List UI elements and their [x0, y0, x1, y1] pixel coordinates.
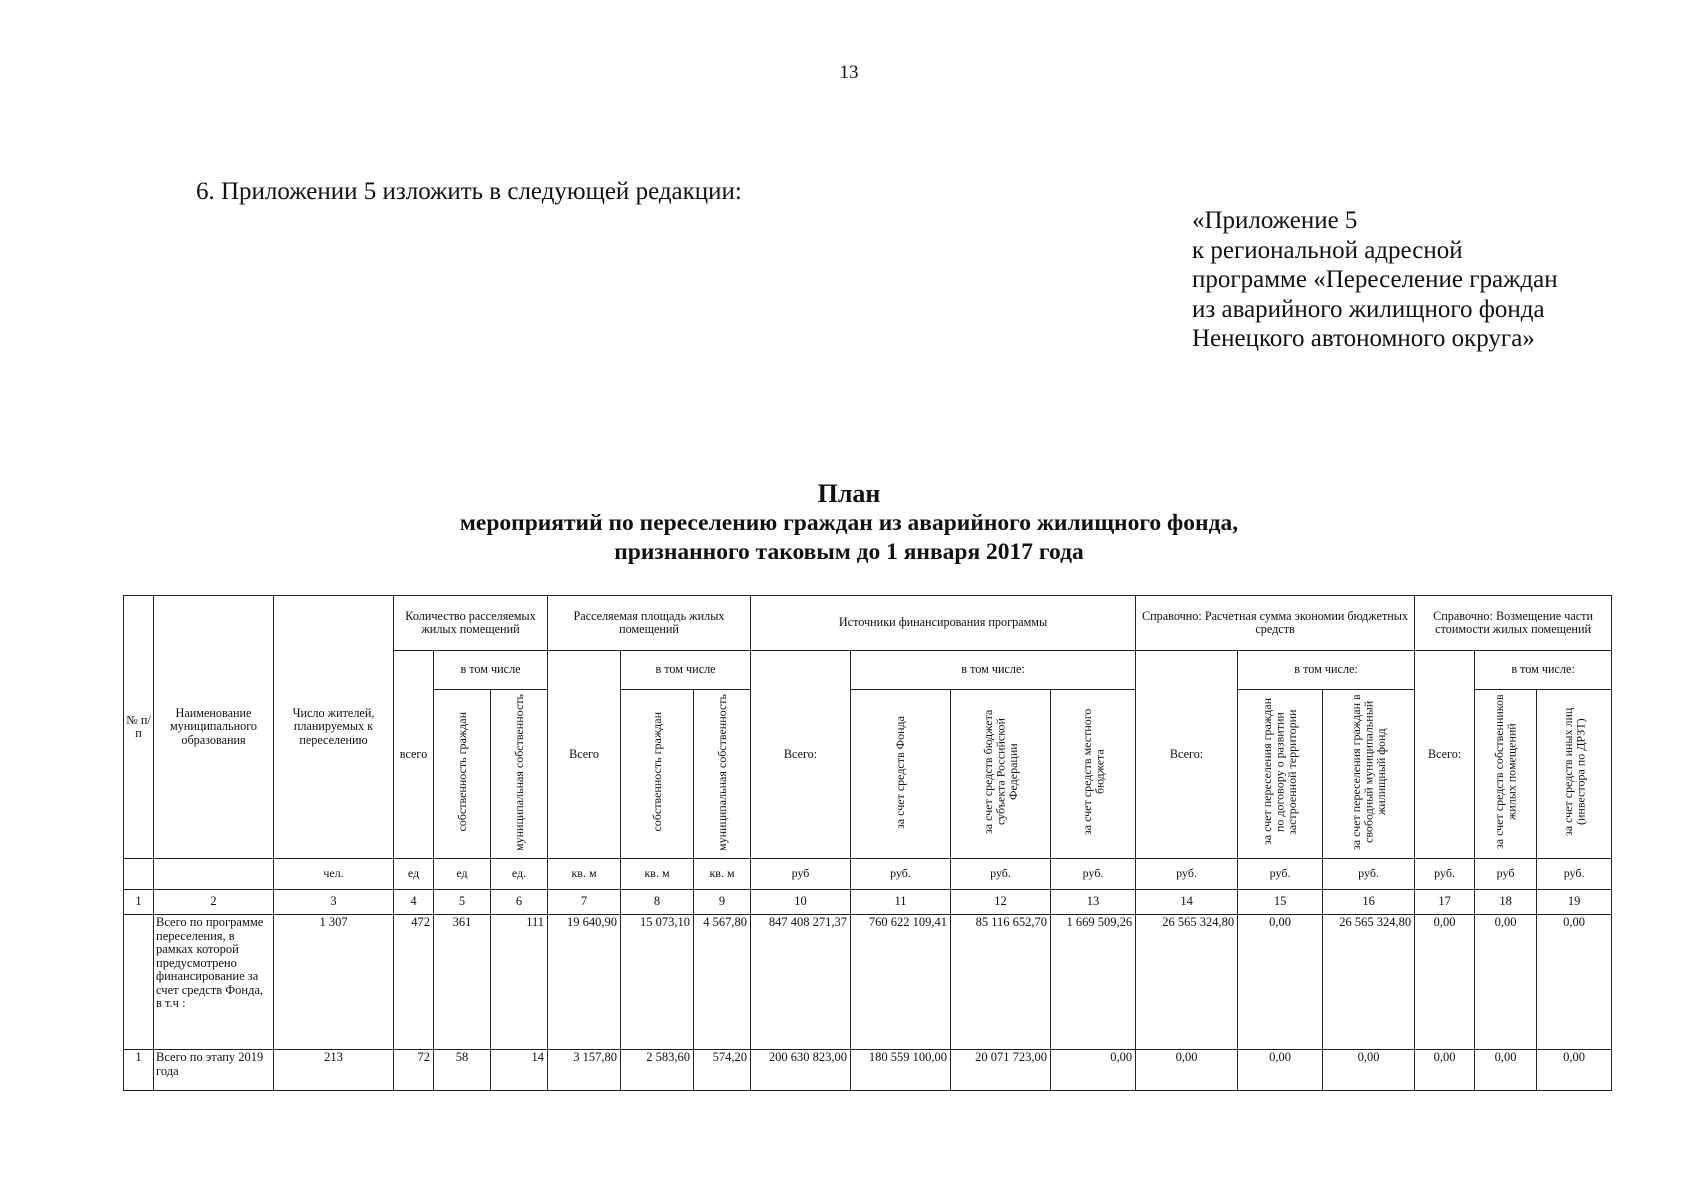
value-comp-total: 0,00	[1415, 1050, 1475, 1091]
subgroup-header: в том числе:	[1238, 651, 1415, 690]
table-row	[124, 1050, 1612, 1091]
intro-text: 6. Приложении 5 изложить в следующей редакции:	[196, 178, 742, 205]
row-number: 1	[124, 1050, 154, 1091]
col-header-count-municipal	[491, 690, 548, 859]
appendix-line: программе «Переселение граждан	[1192, 266, 1558, 293]
vertical-label: муниципальная собственность	[511, 693, 526, 851]
col-header-name: Наименование муниципального образования	[154, 596, 274, 859]
value-residents: 213	[274, 1050, 394, 1091]
col-header-comp-owners	[1475, 690, 1537, 859]
column-number: 11	[851, 890, 951, 915]
group-header-count: Количество расселяемых жилых помещений	[394, 596, 548, 651]
value-area-municipal: 4 567,80	[694, 915, 751, 1050]
vertical-label: за счет средств Фонда	[893, 715, 908, 829]
value-comp-owners: 0,00	[1475, 915, 1537, 1050]
value-count-citizens: 361	[434, 915, 491, 1050]
column-number: 4	[394, 890, 434, 915]
column-number: 9	[694, 890, 751, 915]
table-row	[124, 915, 1612, 1050]
title-line: План	[817, 479, 881, 508]
units-cell: руб.	[851, 859, 951, 890]
col-header-n: № п/п	[124, 596, 154, 859]
plan-table	[123, 595, 1612, 1091]
col-header-count-citizens	[434, 690, 491, 859]
value-eco-dev: 0,00	[1238, 915, 1323, 1050]
col-header-count-total: всего	[394, 651, 434, 859]
units-cell: кв. м	[621, 859, 694, 890]
units-cell: руб.	[951, 859, 1051, 890]
col-header-eco-free	[1323, 690, 1415, 859]
value-area-citizens: 15 073,10	[621, 915, 694, 1050]
value-comp-other: 0,00	[1537, 915, 1612, 1050]
row-number	[124, 915, 154, 1050]
col-header-src-total: Всего:	[751, 651, 851, 859]
column-numbers-row	[124, 890, 1612, 915]
row-name: Всего по этапу 2019 года	[154, 1050, 274, 1091]
group-header-area: Расселяемая площадь жилых помещений	[548, 596, 751, 651]
value-area-citizens: 2 583,60	[621, 1050, 694, 1091]
value-src-fund: 180 559 100,00	[851, 1050, 951, 1091]
vertical-label: собственность граждан	[649, 712, 664, 832]
column-number: 14	[1136, 890, 1238, 915]
title-line: мероприятий по переселению граждан из аварийного жилищного фонда,	[459, 510, 1239, 536]
units-cell: руб	[1475, 859, 1537, 890]
column-number: 10	[751, 890, 851, 915]
vertical-label: за счет переселения граждан по договору о развитии застроенной территории	[1260, 698, 1300, 846]
subgroup-header: в том числе	[434, 651, 548, 690]
vertical-label: собственность граждан	[454, 712, 469, 832]
value-comp-owners: 0,00	[1475, 1050, 1537, 1091]
col-header-comp-other	[1537, 690, 1612, 859]
column-number: 18	[1475, 890, 1537, 915]
col-header-eco-total: Всего:	[1136, 651, 1238, 859]
col-header-eco-dev	[1238, 690, 1323, 859]
column-number: 6	[491, 890, 548, 915]
units-cell: ед.	[491, 859, 548, 890]
appendix-reference	[1192, 206, 1558, 354]
row-name: Всего по программе переселения, в рамках которой предусмотрено финансирование за счет средств Фонда, в т.ч :	[154, 915, 274, 1050]
col-header-src-fund	[851, 690, 951, 859]
value-src-subject: 20 071 723,00	[951, 1050, 1051, 1091]
value-src-subject: 85 116 652,70	[951, 915, 1051, 1050]
units-cell: ед	[394, 859, 434, 890]
column-number: 17	[1415, 890, 1475, 915]
value-count-citizens: 58	[434, 1050, 491, 1091]
value-src-local: 1 669 509,26	[1051, 915, 1136, 1050]
plan-title	[0, 478, 1698, 567]
value-eco-dev: 0,00	[1238, 1050, 1323, 1091]
units-cell: ед	[434, 859, 491, 890]
col-header-area-total: Всего	[548, 651, 621, 859]
value-area-total: 19 640,90	[548, 915, 621, 1050]
col-header-src-subject	[951, 690, 1051, 859]
value-eco-free: 26 565 324,80	[1323, 915, 1415, 1050]
appendix-line: из аварийного жилищного фонда	[1192, 295, 1545, 323]
col-header-src-local	[1051, 690, 1136, 859]
column-number: 2	[154, 890, 274, 915]
value-count-total: 472	[394, 915, 434, 1050]
title-line: признанного таковым до 1 января 2017 года	[614, 539, 1084, 565]
vertical-label: за счет средств бюджета субъекта Российской Федерации	[980, 710, 1020, 835]
col-header-residents: Число жителей, планируемых к переселению	[274, 596, 394, 859]
group-header-sources: Источники финансирования программы	[751, 596, 1136, 651]
appendix-line: к региональной адресной	[1192, 236, 1463, 264]
appendix-line: Ненецкого автономного округа»	[1192, 325, 1535, 352]
column-number: 3	[274, 890, 394, 915]
group-header-economy: Справочно: Расчетная сумма экономии бюджетных средств	[1136, 596, 1415, 651]
column-number: 1	[124, 890, 154, 915]
units-cell: кв. м	[694, 859, 751, 890]
units-cell	[154, 859, 274, 890]
value-count-total: 72	[394, 1050, 434, 1091]
units-cell: чел.	[274, 859, 394, 890]
page-number: 13	[839, 62, 859, 83]
vertical-label: за счет переселения граждан в свободный муниципальный жилищный фонд	[1348, 694, 1388, 851]
value-eco-total: 0,00	[1136, 1050, 1238, 1091]
vertical-label: за счет средств иных лиц (инвестора по ДРЗТ)	[1560, 708, 1588, 837]
column-number: 8	[621, 890, 694, 915]
value-count-municipal: 111	[491, 915, 548, 1050]
value-comp-other: 0,00	[1537, 1050, 1612, 1091]
col-header-area-citizens	[621, 690, 694, 859]
value-src-total: 200 630 823,00	[751, 1050, 851, 1091]
value-src-fund: 760 622 109,41	[851, 915, 951, 1050]
value-area-municipal: 574,20	[694, 1050, 751, 1091]
group-header-compensation: Справочно: Возмещение части стоимости жилых помещений	[1415, 596, 1612, 651]
vertical-label: муниципальная собственность	[714, 693, 729, 851]
vertical-label: за счет средств местного бюджета	[1079, 709, 1107, 836]
subgroup-header: в том числе	[621, 651, 751, 690]
column-number: 15	[1238, 890, 1323, 915]
units-cell	[124, 859, 154, 890]
value-src-total: 847 408 271,37	[751, 915, 851, 1050]
value-comp-total: 0,00	[1415, 915, 1475, 1050]
value-eco-free: 0,00	[1323, 1050, 1415, 1091]
units-cell: руб.	[1238, 859, 1323, 890]
vertical-label: за счет средств собственников жилых помещений	[1492, 694, 1519, 850]
value-src-local: 0,00	[1051, 1050, 1136, 1091]
column-number: 16	[1323, 890, 1415, 915]
column-number: 12	[951, 890, 1051, 915]
column-number: 19	[1537, 890, 1612, 915]
col-header-area-municipal	[694, 690, 751, 859]
column-number: 5	[434, 890, 491, 915]
units-cell: кв. м	[548, 859, 621, 890]
subgroup-header: в том числе:	[1475, 651, 1612, 690]
value-residents: 1 307	[274, 915, 394, 1050]
column-number: 13	[1051, 890, 1136, 915]
value-count-municipal: 14	[491, 1050, 548, 1091]
col-header-comp-total: Всего:	[1415, 651, 1475, 859]
column-number: 7	[548, 890, 621, 915]
units-cell: руб.	[1537, 859, 1612, 890]
units-cell: руб.	[1323, 859, 1415, 890]
units-cell: руб.	[1136, 859, 1238, 890]
units-cell: руб.	[1051, 859, 1136, 890]
units-row	[124, 859, 1612, 890]
header-row	[124, 596, 1612, 651]
units-cell: руб.	[1415, 859, 1475, 890]
appendix-line: «Приложение 5	[1192, 207, 1358, 234]
subgroup-header: в том числе:	[851, 651, 1136, 690]
value-area-total: 3 157,80	[548, 1050, 621, 1091]
plan-table-wrapper	[123, 595, 1611, 1091]
value-eco-total: 26 565 324,80	[1136, 915, 1238, 1050]
units-cell: руб	[751, 859, 851, 890]
